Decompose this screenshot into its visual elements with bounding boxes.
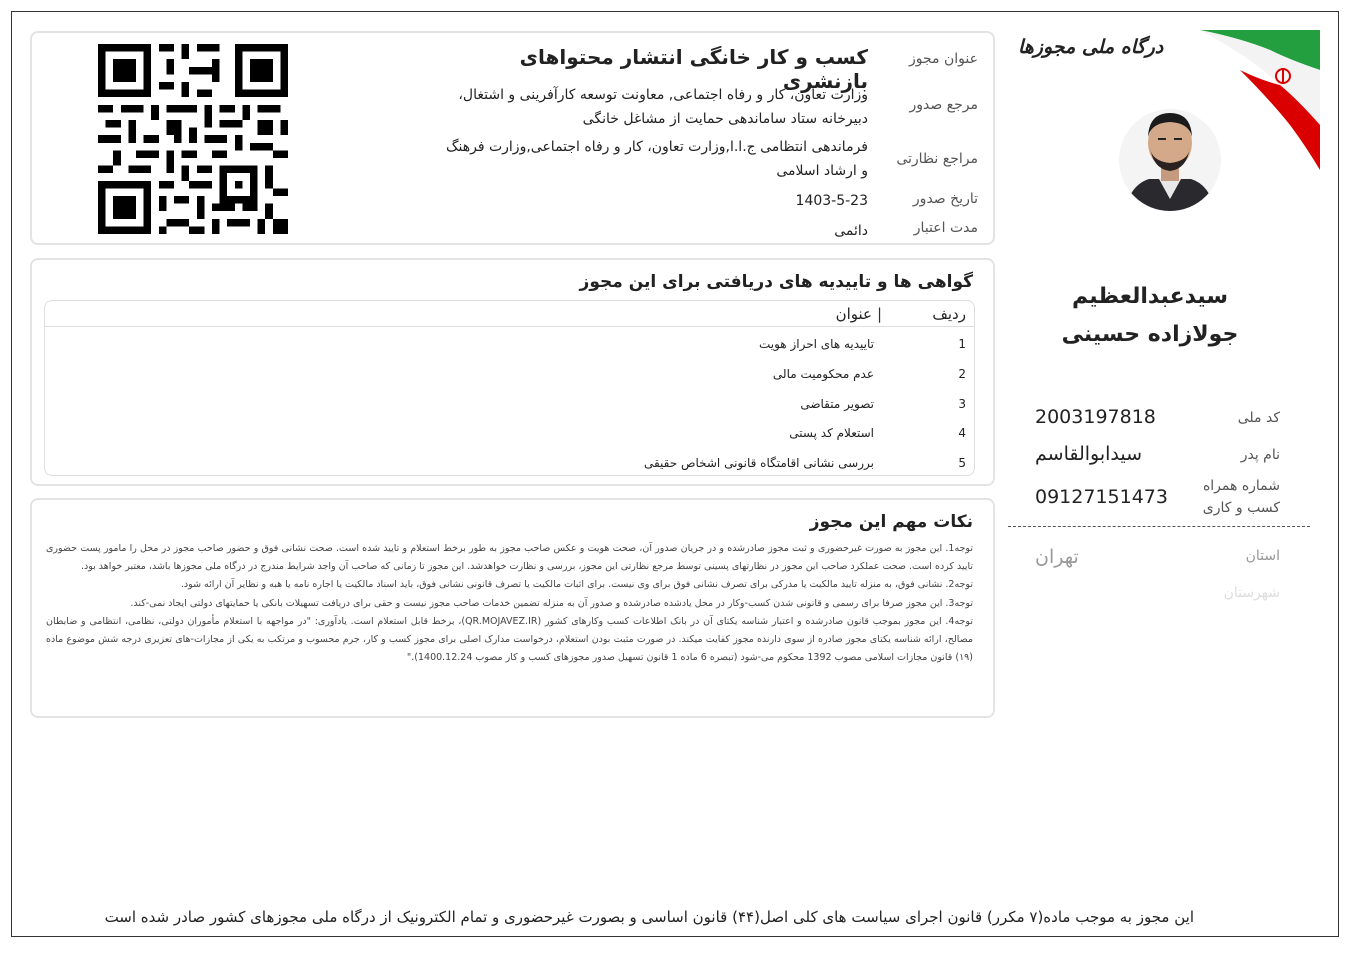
note-paragraph: توجه1. این مجوز به صورت غیرحضوری و ثبت مجوز صادرشده و در جریان صدور آن، صحت هویت و عکس صاحب مجوز به طور برخط استعلام و تایید شده است. صحت نشانی فوق و حضور صاحب مجوز در محل را مامور پست حضوری تایید کرده است. صحت عملکرد صاحب این مجوز در نظارتهای پسینی توسط مرجع نظارتی این مجوز، بررسی و نظارت خواهدشد. این مجوز تا زمانی که صاحب آن واجد شرایط مندرج در درگاه ملی مجوزها باشد، معتبر خواهد بود. — [46, 543, 973, 573]
license-title-value: کسب و کار خانگی انتشار محتواهای بازنشری — [519, 45, 868, 93]
person-last-name: جولازاده حسینی — [1061, 322, 1239, 347]
license-supervisors-label: مراجع نظارتی — [896, 151, 978, 167]
table-row — [45, 391, 974, 421]
certifications-title: گواهی ها و تاییدیه های دریافتی برای این مجوز — [579, 272, 973, 292]
license-issue-date-value: 1403-5-23 — [795, 193, 868, 209]
note-paragraph: توجه2. نشانی فوق، به منزله تایید مالکیت یا مدرکی برای تصرف نشانی فوق برای وی نیست. برای اثبات مالکیت یا تصرف قانونی نشانی فوق، باید اسناد مالکیت یا اجاره نامه یا هبه و نظایر آن ارائه شود. — [180, 579, 973, 591]
mobile-label-line1: شماره همراه — [1202, 478, 1280, 494]
table-row — [45, 420, 974, 450]
province-label: استان — [1245, 548, 1280, 564]
national-id-label: کد ملی — [1237, 410, 1280, 426]
qr-code-icon — [98, 44, 288, 234]
note-paragraph: توجه3. این مجوز صرفا برای رسمی و قانونی شدن کسب-وکار در محل یادشده صادرشده و صدور آن به منزله تضمین خدمات صاحب مجوز نیست و حقی برای دریافت تسهیلات بانکی یا حمایتهای دولتی ایجاد نمی-کند. — [130, 597, 973, 609]
mobile-value: 09127151473 — [1035, 486, 1168, 508]
table-row — [45, 361, 974, 391]
person-name — [1040, 278, 1260, 354]
license-issuer-row — [358, 83, 978, 131]
row-title: استعلام کد پستی — [789, 426, 874, 440]
divider — [1008, 526, 1310, 527]
row-title: بررسی نشانی اقامتگاه قانونی اشخاص حقیقی — [643, 456, 874, 470]
certifications-table — [44, 300, 975, 476]
column-separator: | — [876, 305, 882, 323]
license-title-label: عنوان مجوز — [909, 51, 978, 67]
table-header — [45, 301, 974, 327]
note-paragraph: توجه4. این مجوز بموجب قانون صادرشده و اعتبار شناسه یکتای آن در بانک اطلاعات کسب وکارهای کشور (QR.MOJAVEZ.IR)، برخط قابل استعلام است. یادآوری: "در مواجهه با استعلام مأموران دولتی، نظامی، انتظامی و ضابطان مصالح، ارائه شناسه یکتای مجوز صادره از سوی دارنده مجوز کفایت میکند. در صورت مثبت بودن استعلام، درخواست مدارک اصلی برای مجوز کسب و کار، جرم محسوب و مرتکب به یکی از مجازات-های تعزیری درجه شش موضوع ماده (۱۹) قانون مجازات اسلامی مصوب 1392 محکوم می-شود (تبصره 6 ماده 1 قانون تسهیل صدور مجوزهای کسب و کار مصوب 1400.12.24)." — [46, 615, 973, 664]
notes-body — [46, 540, 973, 667]
row-number: 2 — [958, 367, 966, 381]
license-validity-row — [358, 219, 978, 243]
license-validity-label: مدت اعتبار — [913, 220, 978, 236]
city-label: شهرستان — [1223, 585, 1280, 601]
mobile-label-line2: کسب و کاری — [1202, 500, 1280, 516]
footer-text: این مجوز به موجب ماده(۷ مکرر) قانون اجرای سیاست های کلی اصل(۴۴) قانون اساسی و بصورت غیرحضوری و تمام الکترونیک از درگاه ملی مجوزهای کشور صادر شده است — [104, 908, 1194, 926]
license-validity-value: دائمی — [834, 223, 868, 239]
row-title: تاییدیه های احراز هویت — [758, 337, 874, 351]
row-title: تصویر متقاضی — [800, 397, 874, 411]
license-issuer-value: وزارت تعاون، کار و رفاه اجتماعی, معاونت توسعه کارآفرینی و اشتغال، دبیرخانه ستاد ساماندهی حمایت از مشاغل خانگی — [458, 87, 868, 127]
license-issue-date-row — [358, 189, 978, 213]
row-number: 4 — [958, 426, 966, 440]
mobile-label — [1203, 475, 1280, 519]
father-name-value: سیدابوالقاسم — [1035, 443, 1143, 465]
license-card — [30, 31, 995, 245]
father-name-label: نام پدر — [1240, 447, 1280, 463]
license-supervisors-value: فرماندهی انتظامی ج.ا.ا,وزارت تعاون، کار و رفاه اجتماعی,وزارت فرهنگ و ارشاد اسلامی — [445, 139, 868, 179]
certifications-card — [30, 258, 995, 486]
person-first-name: سیدعبدالعظیم — [1072, 284, 1228, 309]
row-number: 3 — [958, 397, 966, 411]
table-row — [45, 331, 974, 361]
column-title-header: عنوان — [835, 305, 872, 323]
row-number: 1 — [958, 337, 966, 351]
license-supervisors-row — [358, 135, 978, 183]
table-row — [45, 450, 974, 476]
portal-logo: درگاه ملی مجوزها — [1018, 36, 1164, 58]
license-issuer-label: مرجع صدور — [909, 97, 978, 113]
national-id-value: 2003197818 — [1035, 406, 1156, 428]
row-title: عدم محکومیت مالی — [772, 367, 874, 381]
province-value: تهران — [1035, 546, 1079, 568]
column-row-header: ردیف — [932, 305, 966, 323]
row-number: 5 — [958, 456, 966, 470]
notes-card — [30, 498, 995, 718]
license-issue-date-label: تاریخ صدور — [912, 191, 978, 207]
notes-title: نکات مهم این مجوز — [809, 512, 973, 532]
avatar — [1119, 75, 1221, 245]
